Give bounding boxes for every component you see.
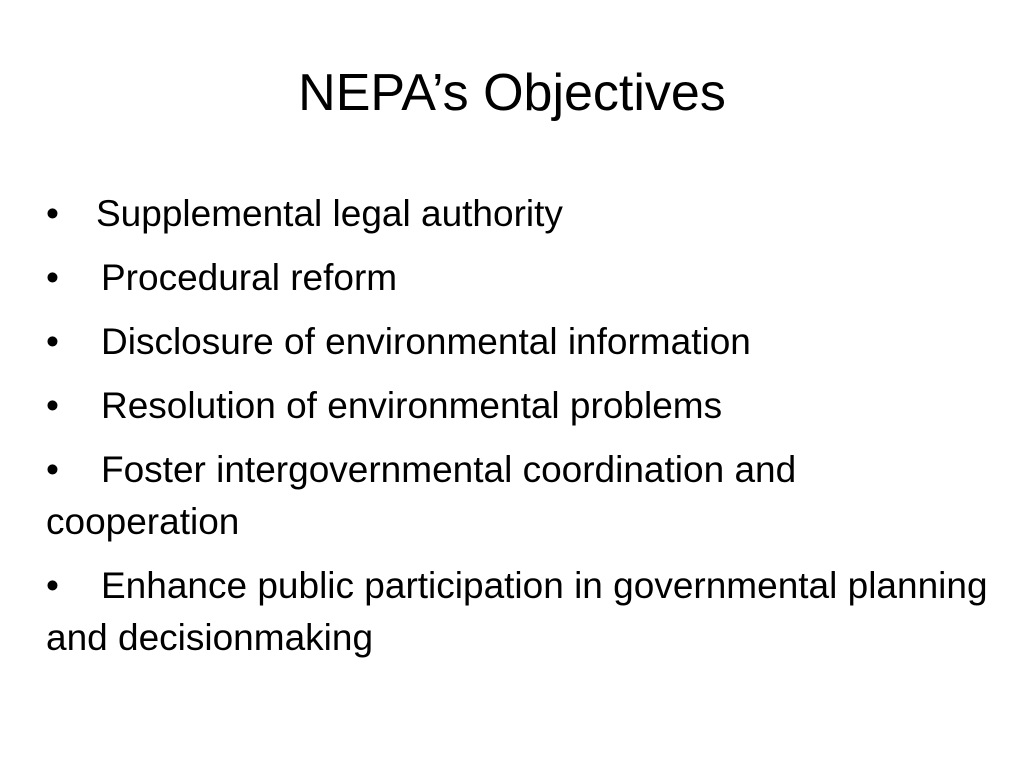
bullet-dot: •	[46, 257, 59, 298]
bullet-text: Foster intergovernmental coordination and cooperation	[46, 449, 797, 542]
bullet-text: Disclosure of environmental information	[101, 321, 751, 362]
bullet-text: Procedural reform	[101, 257, 398, 298]
slide-title: NEPA’s Objectives	[298, 64, 726, 122]
bullet-dot: •	[46, 449, 59, 490]
bullet-list	[46, 188, 996, 676]
bullet-dot: •	[46, 385, 59, 426]
list-item	[46, 188, 996, 240]
bullet-text: Enhance public participation in governmental planning and decisionmaking	[46, 565, 988, 658]
list-item	[46, 380, 996, 432]
list-item	[46, 316, 996, 368]
bullet-text: Resolution of environmental problems	[101, 385, 723, 426]
bullet-text: Supplemental legal authority	[96, 193, 563, 234]
list-item	[46, 444, 996, 548]
bullet-dot: •	[46, 193, 59, 234]
list-item	[46, 252, 996, 304]
bullet-dot: •	[46, 321, 59, 362]
list-item	[46, 560, 996, 664]
bullet-dot: •	[46, 565, 59, 606]
